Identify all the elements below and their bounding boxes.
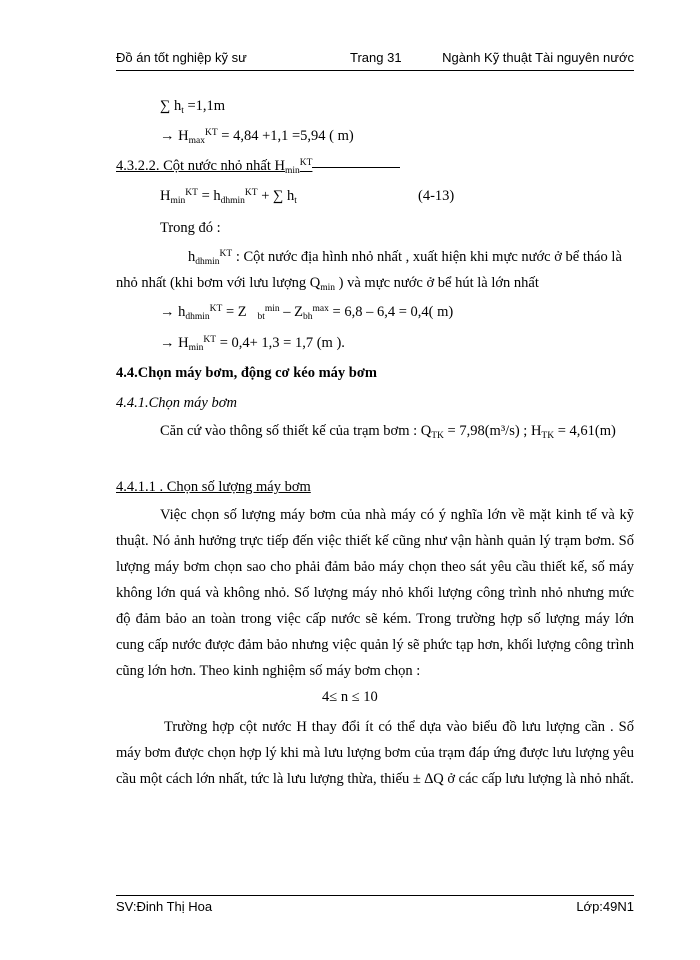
hmin-value: = 0,4+ 1,3 = 1,7 (m ). bbox=[216, 335, 345, 351]
section-4322-sup: KT bbox=[299, 158, 313, 168]
def-text-2: ) và mực nước ở bể hút là lớn nhất bbox=[335, 275, 539, 291]
sum-ht-line bbox=[160, 97, 225, 115]
formula-hdh-sub: dhmin bbox=[220, 196, 245, 206]
formula-hmin-sub: min bbox=[170, 196, 186, 206]
def-text-1: : Cột nước địa hình nhỏ nhất , xuất hiện khi mực nước ở bể tháo là nhỏ nhất (khi bơm với lưu lượng Q bbox=[116, 249, 622, 291]
flow-paragraph: Trường hợp cột nước H thay đổi ít có thể dựa vào biểu đồ lưu lượng cần . Số máy bơm được chọn hợp lý khi mà lưu lượng bơm của trạm đáp ứng được lưu lượng yêu cầu một cách lớn nhất, tức là lưu lượng thừa, thiếu ± ∆Q ở các cấp lưu lượng là nhỏ nhất. bbox=[116, 719, 634, 787]
htk-sub: TK bbox=[541, 431, 555, 441]
header-page-number: Trang 31 bbox=[350, 50, 402, 65]
hmin-line bbox=[160, 334, 345, 352]
can-cu-text-1: Căn cứ vào thông số thiết kế của trạm bơm : Q bbox=[160, 423, 432, 439]
formula-hmin: H bbox=[160, 188, 171, 204]
section-4322-label: 4.3.2.2. Cột nước nhỏ nhất H bbox=[116, 158, 285, 174]
sum-ht-value: =1,1m bbox=[183, 98, 226, 114]
hdhmin-sub: dhmin bbox=[185, 312, 210, 322]
formula-sum: + ∑ h bbox=[257, 188, 295, 204]
zbt-sup: min bbox=[264, 304, 280, 314]
formula-hdh-sup: KT bbox=[244, 188, 258, 198]
section-4322-sub: min bbox=[284, 166, 300, 176]
hmax-line bbox=[160, 127, 354, 145]
section-4411-heading: 4.4.1.1 . Chọn số lượng máy bơm bbox=[116, 479, 311, 495]
header-right: Ngành Kỹ thuật Tài nguyên nước bbox=[442, 50, 634, 65]
hmax-symbol: → H bbox=[160, 128, 189, 144]
hmin-symbol: → H bbox=[160, 335, 189, 351]
section-44-heading: 4.4.Chọn máy bơm, động cơ kéo máy bơm bbox=[116, 365, 377, 381]
qtk-sub: TK bbox=[431, 431, 444, 441]
design-params-paragraph bbox=[116, 418, 634, 444]
def-q-sub: min bbox=[320, 283, 336, 293]
can-cu-text-3: = 4,61(m) bbox=[554, 423, 616, 439]
hdhmin-eq: = Z bbox=[222, 304, 247, 320]
hmax-value: = 4,84 +1,1 =5,94 ( m) bbox=[217, 128, 354, 144]
formula-eq: = h bbox=[197, 188, 221, 204]
footer-class: Lớp:49N1 bbox=[576, 899, 634, 914]
hdhmin-value: = 6,8 – 6,4 = 0,4( m) bbox=[328, 304, 454, 320]
pump-count-inequality: 4≤ n ≤ 10 bbox=[322, 689, 378, 705]
trong-do-label: Trong đó : bbox=[160, 220, 221, 236]
header-rule bbox=[116, 70, 634, 71]
page-header bbox=[116, 50, 634, 68]
formula-hmin-sup: KT bbox=[185, 188, 198, 198]
formula-sum-sub: t bbox=[294, 196, 297, 206]
hmax-sup: KT bbox=[204, 128, 218, 138]
sum-ht-symbol: ∑ h bbox=[160, 98, 182, 114]
pump-count-paragraph: Việc chọn số lượng máy bơm của nhà máy có ý nghĩa lớn về mặt kinh tế và kỹ thuật. Nó ảnh hưởng trực tiếp đến việc thiết kế cũng như vận hành quản lý trạm bơm. Số lượng máy bơm chọn sao cho phải đảm bảo máy chọn theo sát yêu cầu thiết kế, số máy không lớn quá và không nhỏ. Số lượng máy nhỏ khối lượng công trình nhỏ nhưng mức độ đảm bảo an toàn trong việc cấp nước sẽ kém. Trong trường hợp số lượng máy lớn cung cấp nước được đảm bảo nhưng việc quản lý sẽ phức tạp hơn, khối lượng công trình cũng lớn hơn. Theo kinh nghiệm số máy bơm chọn : bbox=[116, 507, 634, 679]
zbt-sub: bt bbox=[257, 312, 265, 322]
zbh-sub: bh bbox=[303, 312, 313, 322]
formula-number: (4-13) bbox=[418, 188, 455, 204]
sum-ht-sub: t bbox=[181, 106, 184, 116]
footer-student: SV:Đinh Thị Hoa bbox=[116, 899, 213, 914]
hdhmin-line bbox=[160, 303, 453, 321]
can-cu-text-2: = 7,98(m³/s) ; H bbox=[443, 423, 542, 439]
section-441-heading: 4.4.1.Chọn máy bơm bbox=[116, 395, 237, 411]
def-h-sub: dhmin bbox=[195, 257, 220, 267]
formula-4-13 bbox=[160, 187, 297, 205]
hdhmin-sup: KT bbox=[209, 304, 223, 314]
def-h-sup: KT bbox=[219, 249, 233, 259]
footer-rule bbox=[116, 895, 634, 896]
header-left: Đồ án tốt nghiệp kỹ sư bbox=[116, 50, 247, 65]
heading-fill-rule bbox=[312, 167, 400, 168]
hmin-sup: KT bbox=[203, 335, 217, 345]
hmin-sub: min bbox=[188, 343, 204, 353]
hdhmin-symbol: → h bbox=[160, 304, 186, 320]
definition-paragraph bbox=[116, 244, 634, 296]
section-4322-heading bbox=[116, 157, 400, 175]
zbh-sup: max bbox=[312, 304, 329, 314]
hmax-sub: max bbox=[188, 136, 205, 146]
hdhmin-minus: – Z bbox=[279, 304, 304, 320]
def-h: h bbox=[188, 249, 196, 265]
